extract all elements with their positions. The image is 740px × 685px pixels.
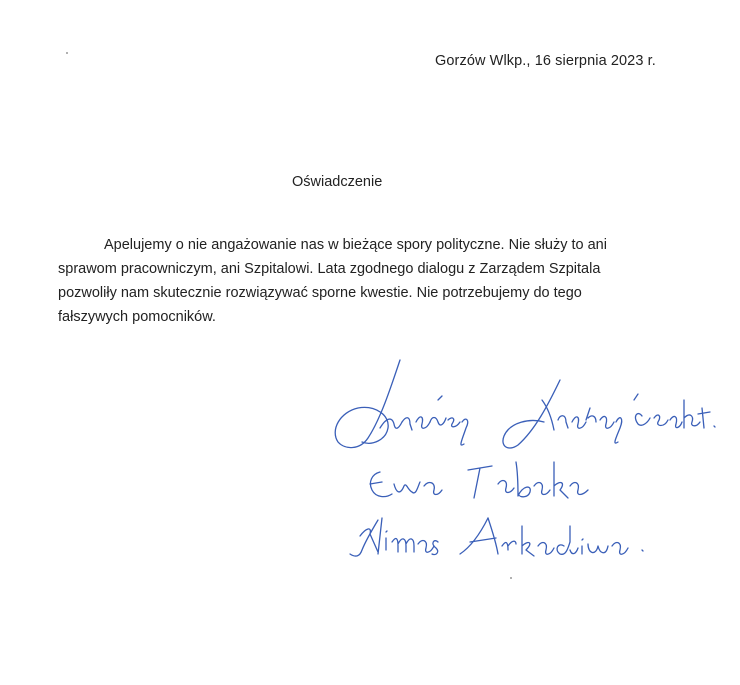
body-line: Apelujemy o nie angażowanie nas w bieżące spory polityczne. Nie służy to ani xyxy=(104,237,607,253)
signature-andrzej xyxy=(335,360,467,448)
signature-ewa-tabaka xyxy=(370,462,588,498)
place-and-date: Gorzów Wlkp., 16 sierpnia 2023 r. xyxy=(435,53,656,69)
body-line: sprawom pracowniczym, ani Szpitalowi. Lata zgodnego dialogu z Zarządem Szpitala xyxy=(58,261,601,277)
body-line: fałszywych pomocników. xyxy=(58,309,216,325)
scan-speck xyxy=(66,52,68,54)
signature-andrzejczak xyxy=(503,380,715,448)
body-line: pozwoliły nam skutecznie rozwiązywać sporne kwestie. Nie potrzebujemy do tego xyxy=(58,285,582,301)
statement-body xyxy=(58,233,648,329)
document-title: Oświadczenie xyxy=(292,174,383,190)
scan-speck xyxy=(510,577,512,579)
handwritten-signatures xyxy=(320,350,730,580)
signature-klimas-arkadiusz xyxy=(350,518,643,556)
